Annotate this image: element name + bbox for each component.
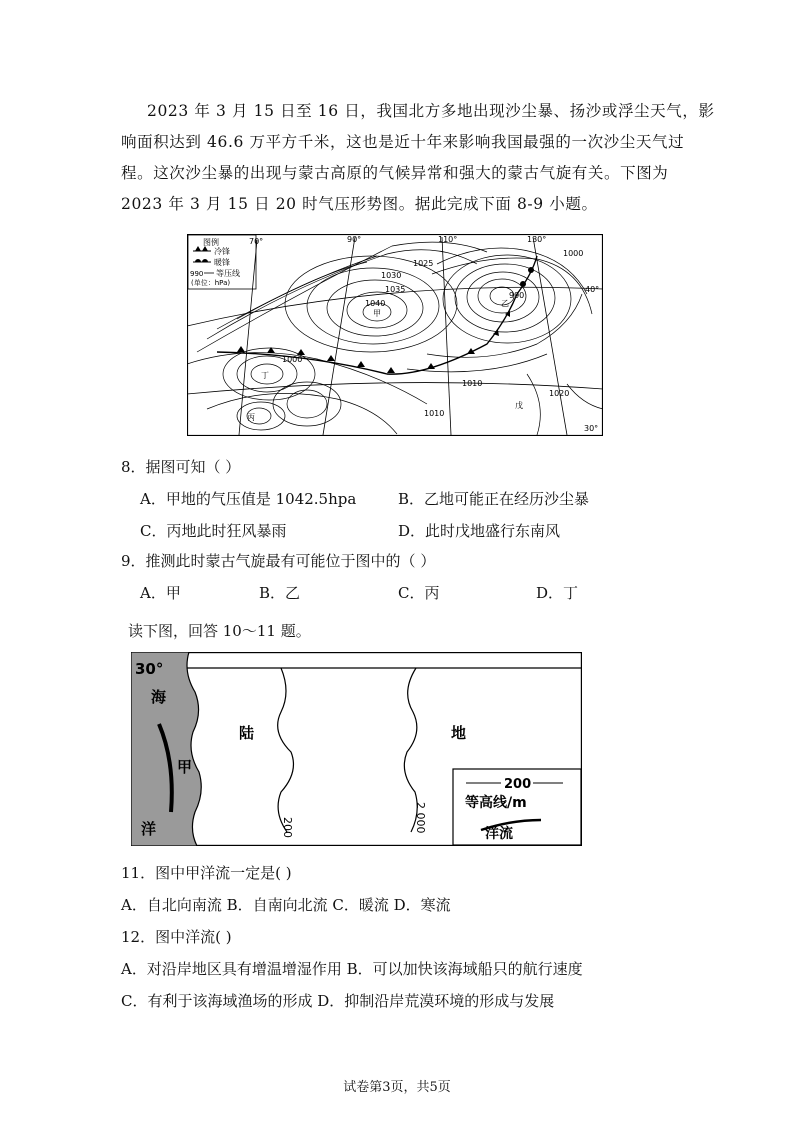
q11-stem: 11．图中甲洋流一定是( )	[121, 864, 292, 882]
q11-options[interactable]: A．自北向南流 B．自南向北流 C．暖流 D．寒流	[121, 896, 451, 914]
point-jia: 甲	[373, 309, 381, 318]
isobar-1020: 1020	[549, 389, 570, 398]
legend-title: 图例	[203, 238, 219, 247]
sea-label-1: 海	[151, 688, 167, 706]
point-ding: 丁	[261, 371, 269, 380]
isobar-1010-a: 1010	[462, 379, 483, 388]
page-footer: 试卷第3页，共5页	[343, 1080, 451, 1095]
sea-label-2: 洋	[141, 820, 157, 838]
intro-line-1: 2023 年 3 月 15 日至 16 日，我国北方多地出现沙尘暴、扬沙或浮尘天气，影	[147, 102, 715, 120]
q12-stem: 12．图中洋流( )	[121, 928, 232, 946]
legend-contour-label: 等高线/m	[465, 795, 527, 811]
legend-current-label: 洋流	[485, 826, 513, 842]
lat-40: 40°	[585, 285, 600, 294]
pressure-map	[187, 234, 603, 436]
intro-line-2: 响面积达到 46.6 万平方千米，这也是近十年来影响我国最强的一次沙尘天气过	[121, 133, 685, 151]
intro-line-3: 程。这次沙尘暴的出现与蒙古高原的气候异常和强大的蒙古气旋有关。下图为	[121, 164, 669, 182]
contour-200-label: 200	[281, 817, 294, 838]
q8-stem: 8．据图可知（ ）	[121, 458, 241, 476]
lon-130: 130°	[527, 235, 547, 244]
q9-option-a[interactable]: A．甲	[140, 584, 181, 602]
isobar-1035: 1035	[385, 285, 406, 294]
q8-option-c[interactable]: C．丙地此时狂风暴雨	[140, 522, 287, 540]
isobar-1040: 1040	[365, 299, 386, 308]
read-prompt: 读下图，回答 10～11 题。	[128, 622, 311, 640]
isobar-1010-b: 1010	[424, 409, 445, 418]
point-bing: 丙	[247, 413, 255, 422]
q8-option-d[interactable]: D．此时戊地盛行东南风	[398, 522, 561, 540]
legend-warm: 暖锋	[214, 258, 230, 267]
current-map	[131, 652, 582, 846]
legend-cold: 冷锋	[214, 247, 230, 256]
legend-unit: (单位：hPa)	[191, 279, 231, 287]
legend-contour-value: 200	[504, 777, 532, 792]
q9-option-b[interactable]: B．乙	[259, 584, 301, 602]
q9-stem: 9．推测此时蒙古气旋最有可能位于图中的（ ）	[121, 552, 436, 570]
q9-option-c[interactable]: C．丙	[398, 584, 440, 602]
isobar-1030: 1030	[381, 271, 402, 280]
contour-2000-label: 2 000	[414, 802, 427, 834]
lon-110: 110°	[438, 235, 458, 244]
lon-90: 90°	[347, 235, 362, 244]
q8-option-a[interactable]: A．甲地的气压值是 1042.5hpa	[140, 490, 357, 508]
q8-option-b[interactable]: B．乙地可能正在经历沙尘暴	[398, 490, 590, 508]
intro-line-4: 2023 年 3 月 15 日 20 时气压形势图。据此完成下面 8-9 小题。	[121, 195, 598, 213]
legend-isobar: 等压线	[216, 269, 240, 278]
current-jia-label: 甲	[177, 758, 193, 776]
isobar-990: 990	[509, 291, 525, 300]
legend-isobar-value: 990	[190, 270, 204, 278]
land-label-2: 地	[451, 724, 467, 742]
isobar-1025: 1025	[413, 259, 434, 268]
q9-option-d[interactable]: D．丁	[536, 584, 579, 602]
lat-30: 30°	[584, 424, 599, 433]
lon-70: 70°	[249, 237, 264, 246]
q12-options-line-2[interactable]: C．有利于该海域渔场的形成 D．抑制沿岸荒漠环境的形成与发展	[121, 992, 555, 1010]
land-label-1: 陆	[239, 724, 255, 742]
isobar-1000-w: 1000	[282, 355, 303, 364]
lat-30-label: 30°	[135, 660, 164, 678]
point-yi: 乙	[501, 299, 509, 308]
isobar-1000-ne: 1000	[563, 249, 584, 258]
intro-paragraph	[121, 96, 715, 220]
q12-options-line-1[interactable]: A．对沿岸地区具有增温增湿作用 B．可以加快该海域船只的航行速度	[121, 960, 583, 978]
point-wu: 戊	[515, 401, 523, 410]
